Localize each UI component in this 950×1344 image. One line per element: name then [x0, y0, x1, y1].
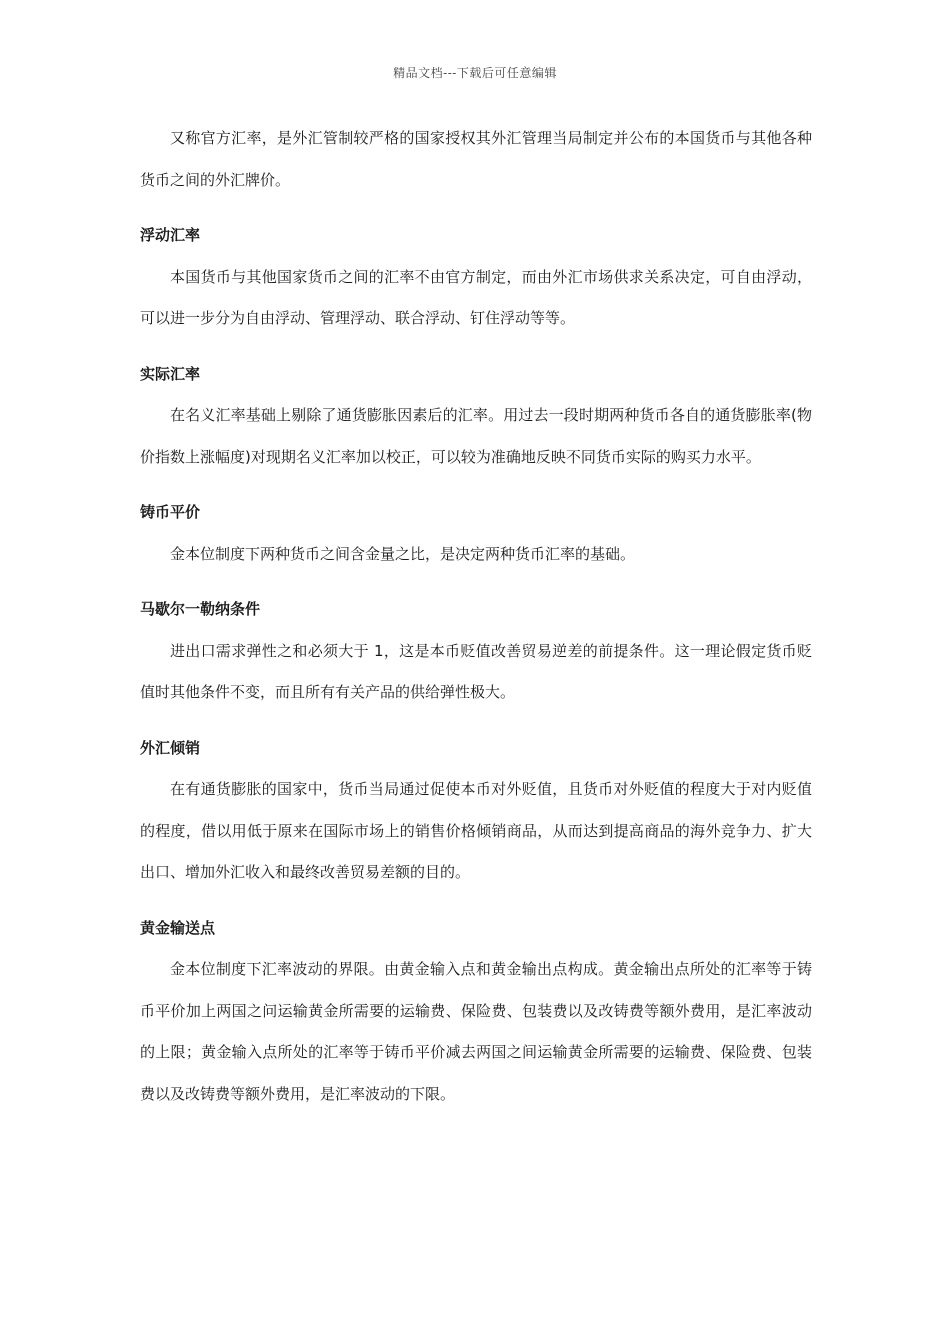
section-body-exchange-dumping: 在有通货膨胀的国家中，货币当局通过促使本币对外贬值，且货币对外贬值的程度大于对内贬值的程度，借以用低于原来在国际市场上的销售价格倾销商品，从而达到提高商品的海外竞争力、扩大出口、增加外汇收入和最终改善贸易差额的目的。 — [140, 780, 812, 881]
section-body-mint-parity: 金本位制度下两种货币之间含金量之比，是决定两种货币汇率的基础。 — [170, 544, 636, 563]
section-body-marshall-lerner: 进出口需求弹性之和必须大于 1，这是本币贬值改善贸易逆差的前提条件。这一理论假定货币贬值时其他条件不变，而且所有有关产品的供给弹性极大。 — [140, 641, 812, 701]
section-title-real-rate: 实际汇率 — [140, 364, 201, 383]
section-title-gold-points: 黄金输送点 — [140, 918, 216, 937]
section-title-floating-rate: 浮动汇率 — [140, 226, 201, 244]
section-body-gold-points: 金本位制度下汇率波动的界限。由黄金输入点和黄金输出点构成。黄金输出点所处的汇率等于铸币平价加上两国之问运输黄金所需要的运输费、保险费、包装费以及改铸费等额外费用，是汇率波动的上限；黄金输入点所处的汇率等于铸币平价减去两国之间运输黄金所需要的运输费、保险费、包装费以及改铸费等额外费用，是汇率波动的下限。 — [140, 960, 812, 1103]
section-body-real-rate: 在名义汇率基础上剔除了通货膨胀因素后的汇率。用过去一段时期两种货币各自的通货膨胀率(物价指数上涨幅度)对现期名义汇率加以校正，可以较为准确地反映不同货币实际的购买力水平。 — [140, 406, 812, 466]
section-title-exchange-dumping: 外汇倾销 — [140, 738, 201, 757]
document-body — [140, 118, 812, 1115]
section-title-mint-parity: 铸币平价 — [140, 503, 201, 521]
section-title-marshall-lerner: 马歇尔一勒纳条件 — [140, 600, 261, 618]
intro-paragraph: 又称官方汇率，是外汇管制较严格的国家授权其外汇管理当局制定并公布的本国货币与其他各种货币之间的外汇牌价。 — [140, 129, 812, 189]
page-header: 精品文档---下载后可任意编辑 — [393, 66, 557, 80]
section-body-floating-rate: 本国货币与其他国家货币之间的汇率不由官方制定，而由外汇市场供求关系决定，可自由浮动，可以进一步分为自由浮动、管理浮动、联合浮动、钉住浮动等等。 — [140, 267, 812, 327]
